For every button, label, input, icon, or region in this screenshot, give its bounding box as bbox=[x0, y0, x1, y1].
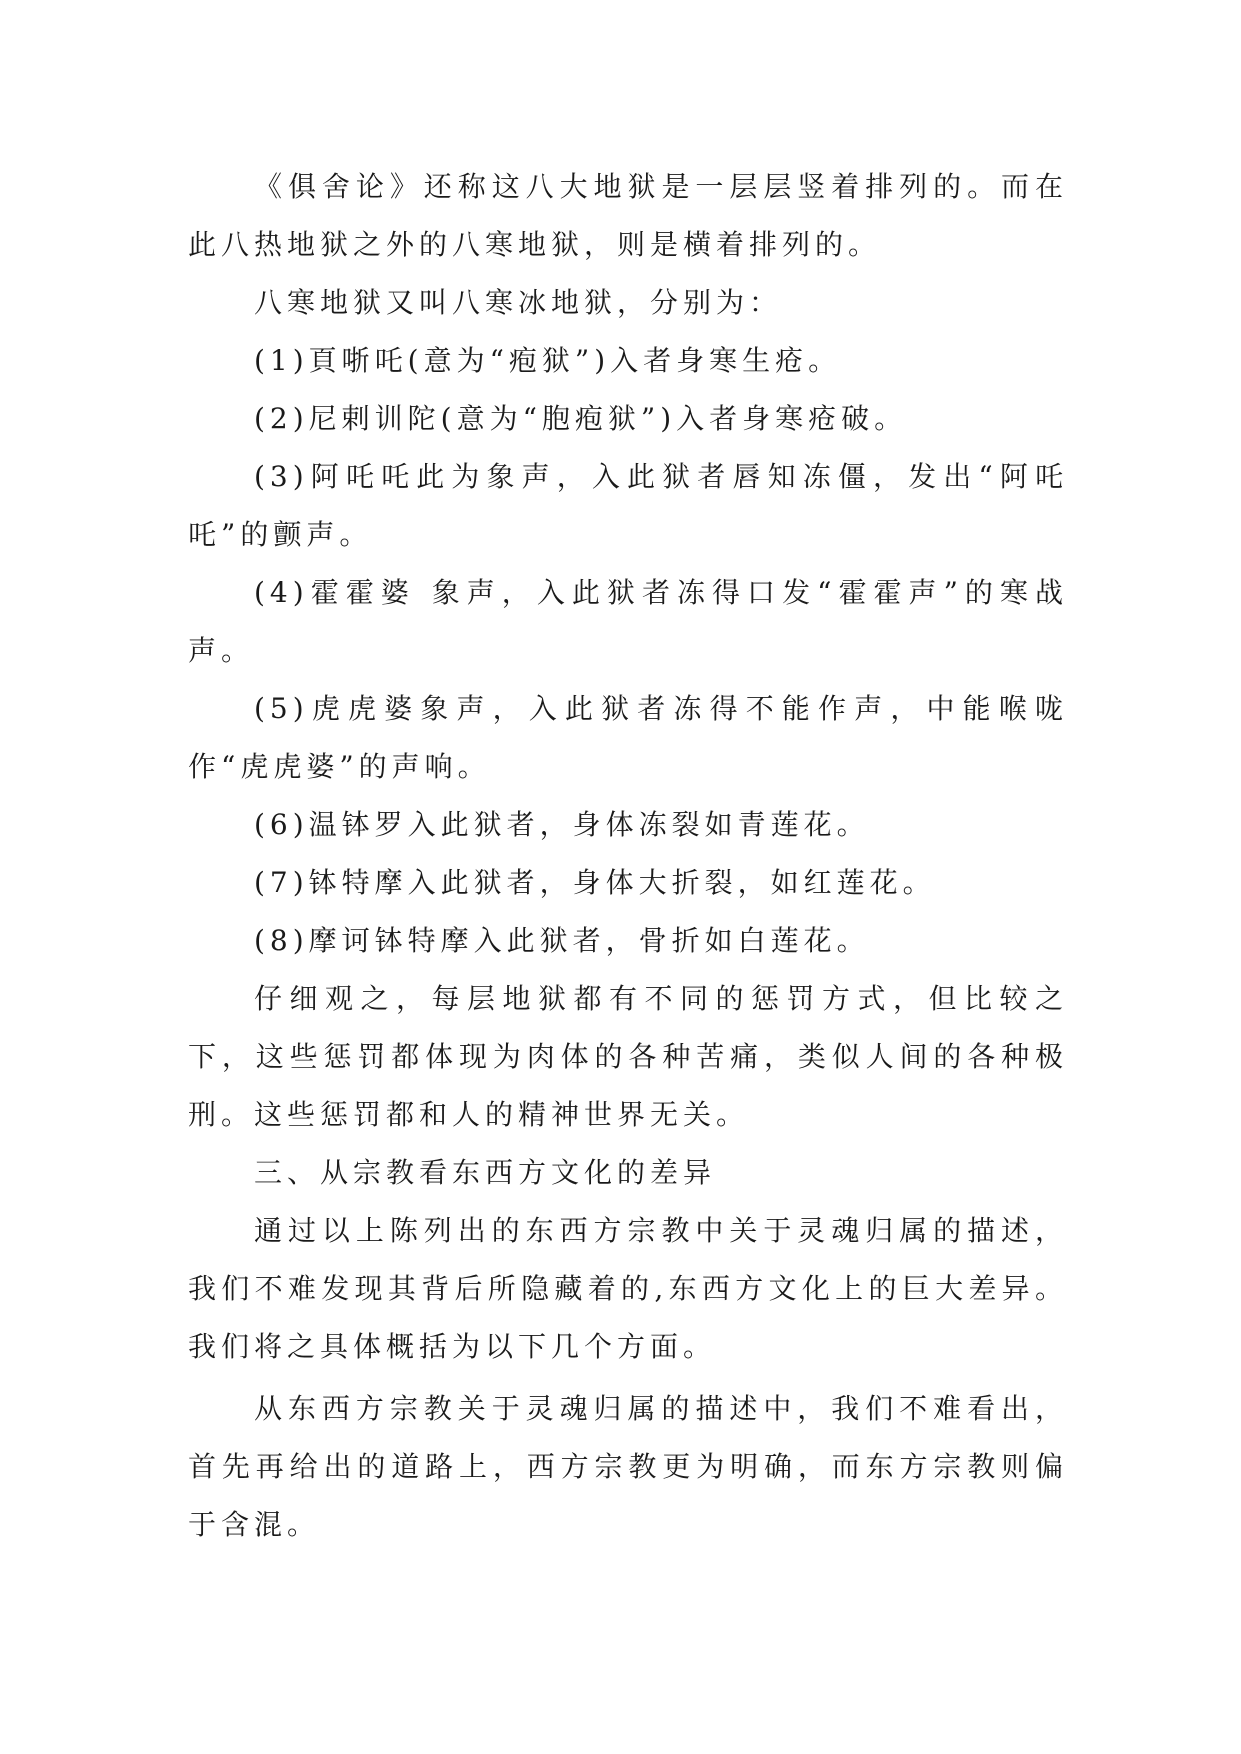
list-item-cold-hell-3: (3)阿吒吒此为象声，入此狱者唇知冻僵，发出“阿吒吒”的颤声。 bbox=[188, 460, 1068, 551]
list-item-cold-hell-8: (8)摩诃钵特摩入此狱者，骨折如白莲花。 bbox=[254, 924, 870, 957]
document-body bbox=[188, 158, 1068, 1554]
paragraph-punishment-summary: 仔细观之，每层地狱都有不同的惩罚方式，但比较之下，这些惩罚都体现为肉体的各种苦痛，类似人间的各种极刑。这些惩罚都和人的精神世界无关。 bbox=[188, 982, 1068, 1131]
paragraph-cultural-differences: 通过以上陈列出的东西方宗教中关于灵魂归属的描述，我们不难发现其背后所隐藏着的,东西方文化上的巨大差异。我们将之具体概括为以下几个方面。 bbox=[188, 1214, 1068, 1363]
list-item-cold-hell-2: (2)尼剌训陀(意为“胞疱狱”)入者身寒疮破。 bbox=[254, 402, 908, 435]
paragraph-eight-cold-hells-intro: 八寒地狱又叫八寒冰地狱，分别为： bbox=[254, 286, 783, 319]
list-item-cold-hell-6: (6)温钵罗入此狱者，身体冻裂如青莲花。 bbox=[254, 808, 870, 841]
paragraph-conclusion: 从东西方宗教关于灵魂归属的描述中，我们不难看出，首先再给出的道路上，西方宗教更为明确，而东方宗教则偏于含混。 bbox=[188, 1392, 1068, 1541]
list-item-cold-hell-4: (4)霍霍婆 象声，入此狱者冻得口发“霍霍声”的寒战声。 bbox=[188, 576, 1068, 667]
list-item-cold-hell-5: (5)虎虎婆象声，入此狱者冻得不能作声，中能喉咙作“虎虎婆”的声响。 bbox=[188, 692, 1068, 783]
list-item-cold-hell-1: (1)頁哳吒(意为“疱狱”)入者身寒生疮。 bbox=[254, 344, 842, 377]
section-heading-three: 三、从宗教看东西方文化的差异 bbox=[254, 1156, 717, 1189]
paragraph-kusha-treatise: 《俱舍论》还称这八大地狱是一层层竖着排列的。而在此八热地狱之外的八寒地狱，则是横着排列的。 bbox=[188, 170, 1068, 261]
list-item-cold-hell-7: (7)钵特摩入此狱者，身体大折裂，如红莲花。 bbox=[254, 866, 936, 899]
